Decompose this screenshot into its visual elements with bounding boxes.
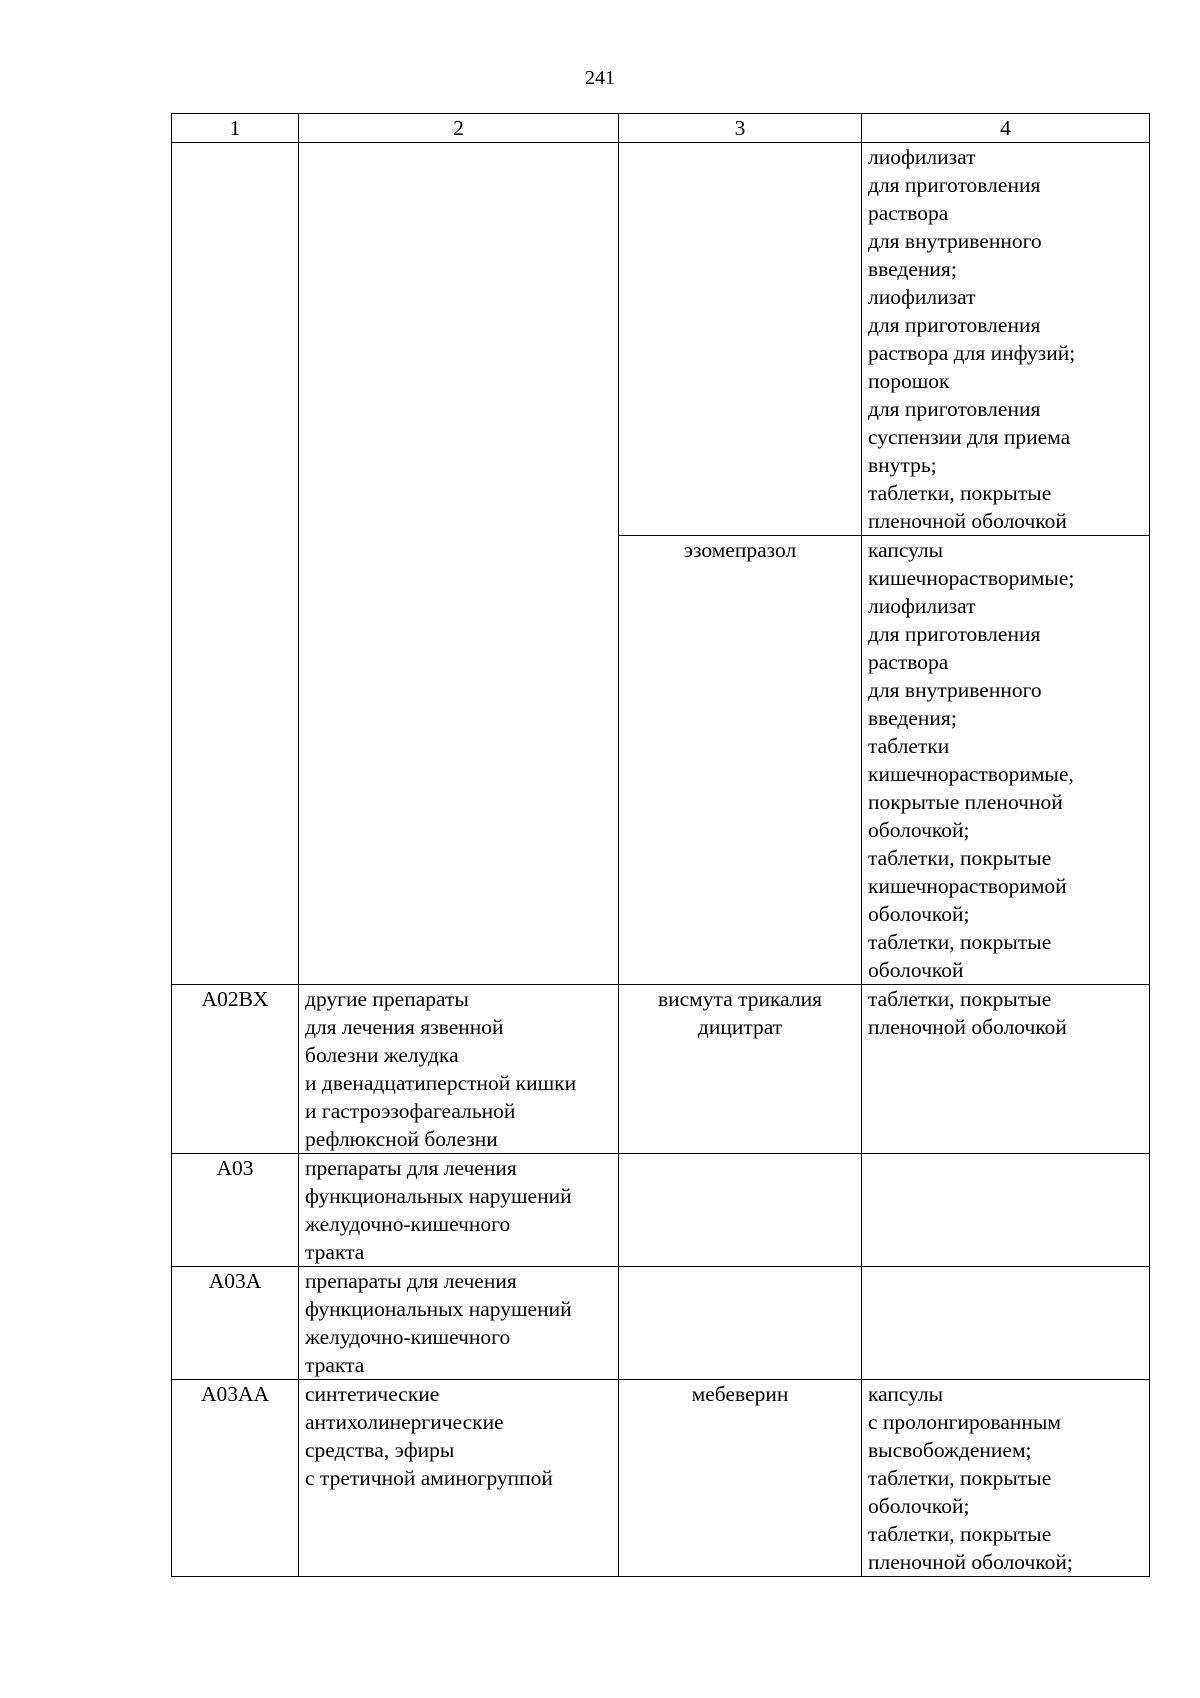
table-header (172, 114, 1150, 143)
atc-code-cell: A03A (172, 1267, 299, 1380)
dosage-form-cell (862, 1154, 1150, 1267)
group-name-cell (299, 143, 619, 985)
column-header-4: 4 (862, 114, 1150, 143)
drug-name-cell (619, 143, 862, 536)
drug-name-cell: эзомепразол (619, 536, 862, 985)
medication-table (171, 113, 1150, 1577)
table-row (172, 143, 1150, 536)
dosage-form-cell (862, 1267, 1150, 1380)
dosage-form-cell: капсулы кишечнорастворимые; лиофилизат для приготовления раствора для внутривенного введения; таблетки кишечнорастворимые, покрытые пленочной оболочкой; таблетки, покрытые кишечнорастворимой оболочкой; таблетки, покрытые оболочкой (862, 536, 1150, 985)
drug-name-cell (619, 1154, 862, 1267)
atc-code-cell: A02BX (172, 985, 299, 1154)
column-header-3: 3 (619, 114, 862, 143)
atc-code-cell: A03AA (172, 1380, 299, 1577)
group-name-cell: синтетические антихолинергические средства, эфиры с третичной аминогруппой (299, 1380, 619, 1577)
column-header-2: 2 (299, 114, 619, 143)
group-name-cell: препараты для лечения функциональных нарушений желудочно-кишечного тракта (299, 1154, 619, 1267)
group-name-cell: препараты для лечения функциональных нарушений желудочно-кишечного тракта (299, 1267, 619, 1380)
table-row (172, 985, 1150, 1154)
drug-name-cell: мебеверин (619, 1380, 862, 1577)
page-number: 241 (585, 67, 615, 89)
header-row (172, 114, 1150, 143)
table-body (172, 143, 1150, 1577)
column-header-1: 1 (172, 114, 299, 143)
table-row (172, 1267, 1150, 1380)
table-row (172, 1154, 1150, 1267)
group-name-cell: другие препараты для лечения язвенной болезни желудка и двенадцатиперстной кишки и гастроэзофагеальной рефлюксной болезни (299, 985, 619, 1154)
atc-code-cell: A03 (172, 1154, 299, 1267)
atc-code-cell (172, 143, 299, 985)
dosage-form-cell: капсулы с пролонгированным высвобождением; таблетки, покрытые оболочкой; таблетки, покрытые пленочной оболочкой; (862, 1380, 1150, 1577)
drug-name-cell (619, 1267, 862, 1380)
table-row (172, 1380, 1150, 1577)
dosage-form-cell: таблетки, покрытые пленочной оболочкой (862, 985, 1150, 1154)
dosage-form-cell: лиофилизат для приготовления раствора для внутривенного введения; лиофилизат для приготовления раствора для инфузий; порошок для приготовления суспензии для приема внутрь; таблетки, покрытые пленочной оболочкой (862, 143, 1150, 536)
drug-name-cell: висмута трикалия дицитрат (619, 985, 862, 1154)
